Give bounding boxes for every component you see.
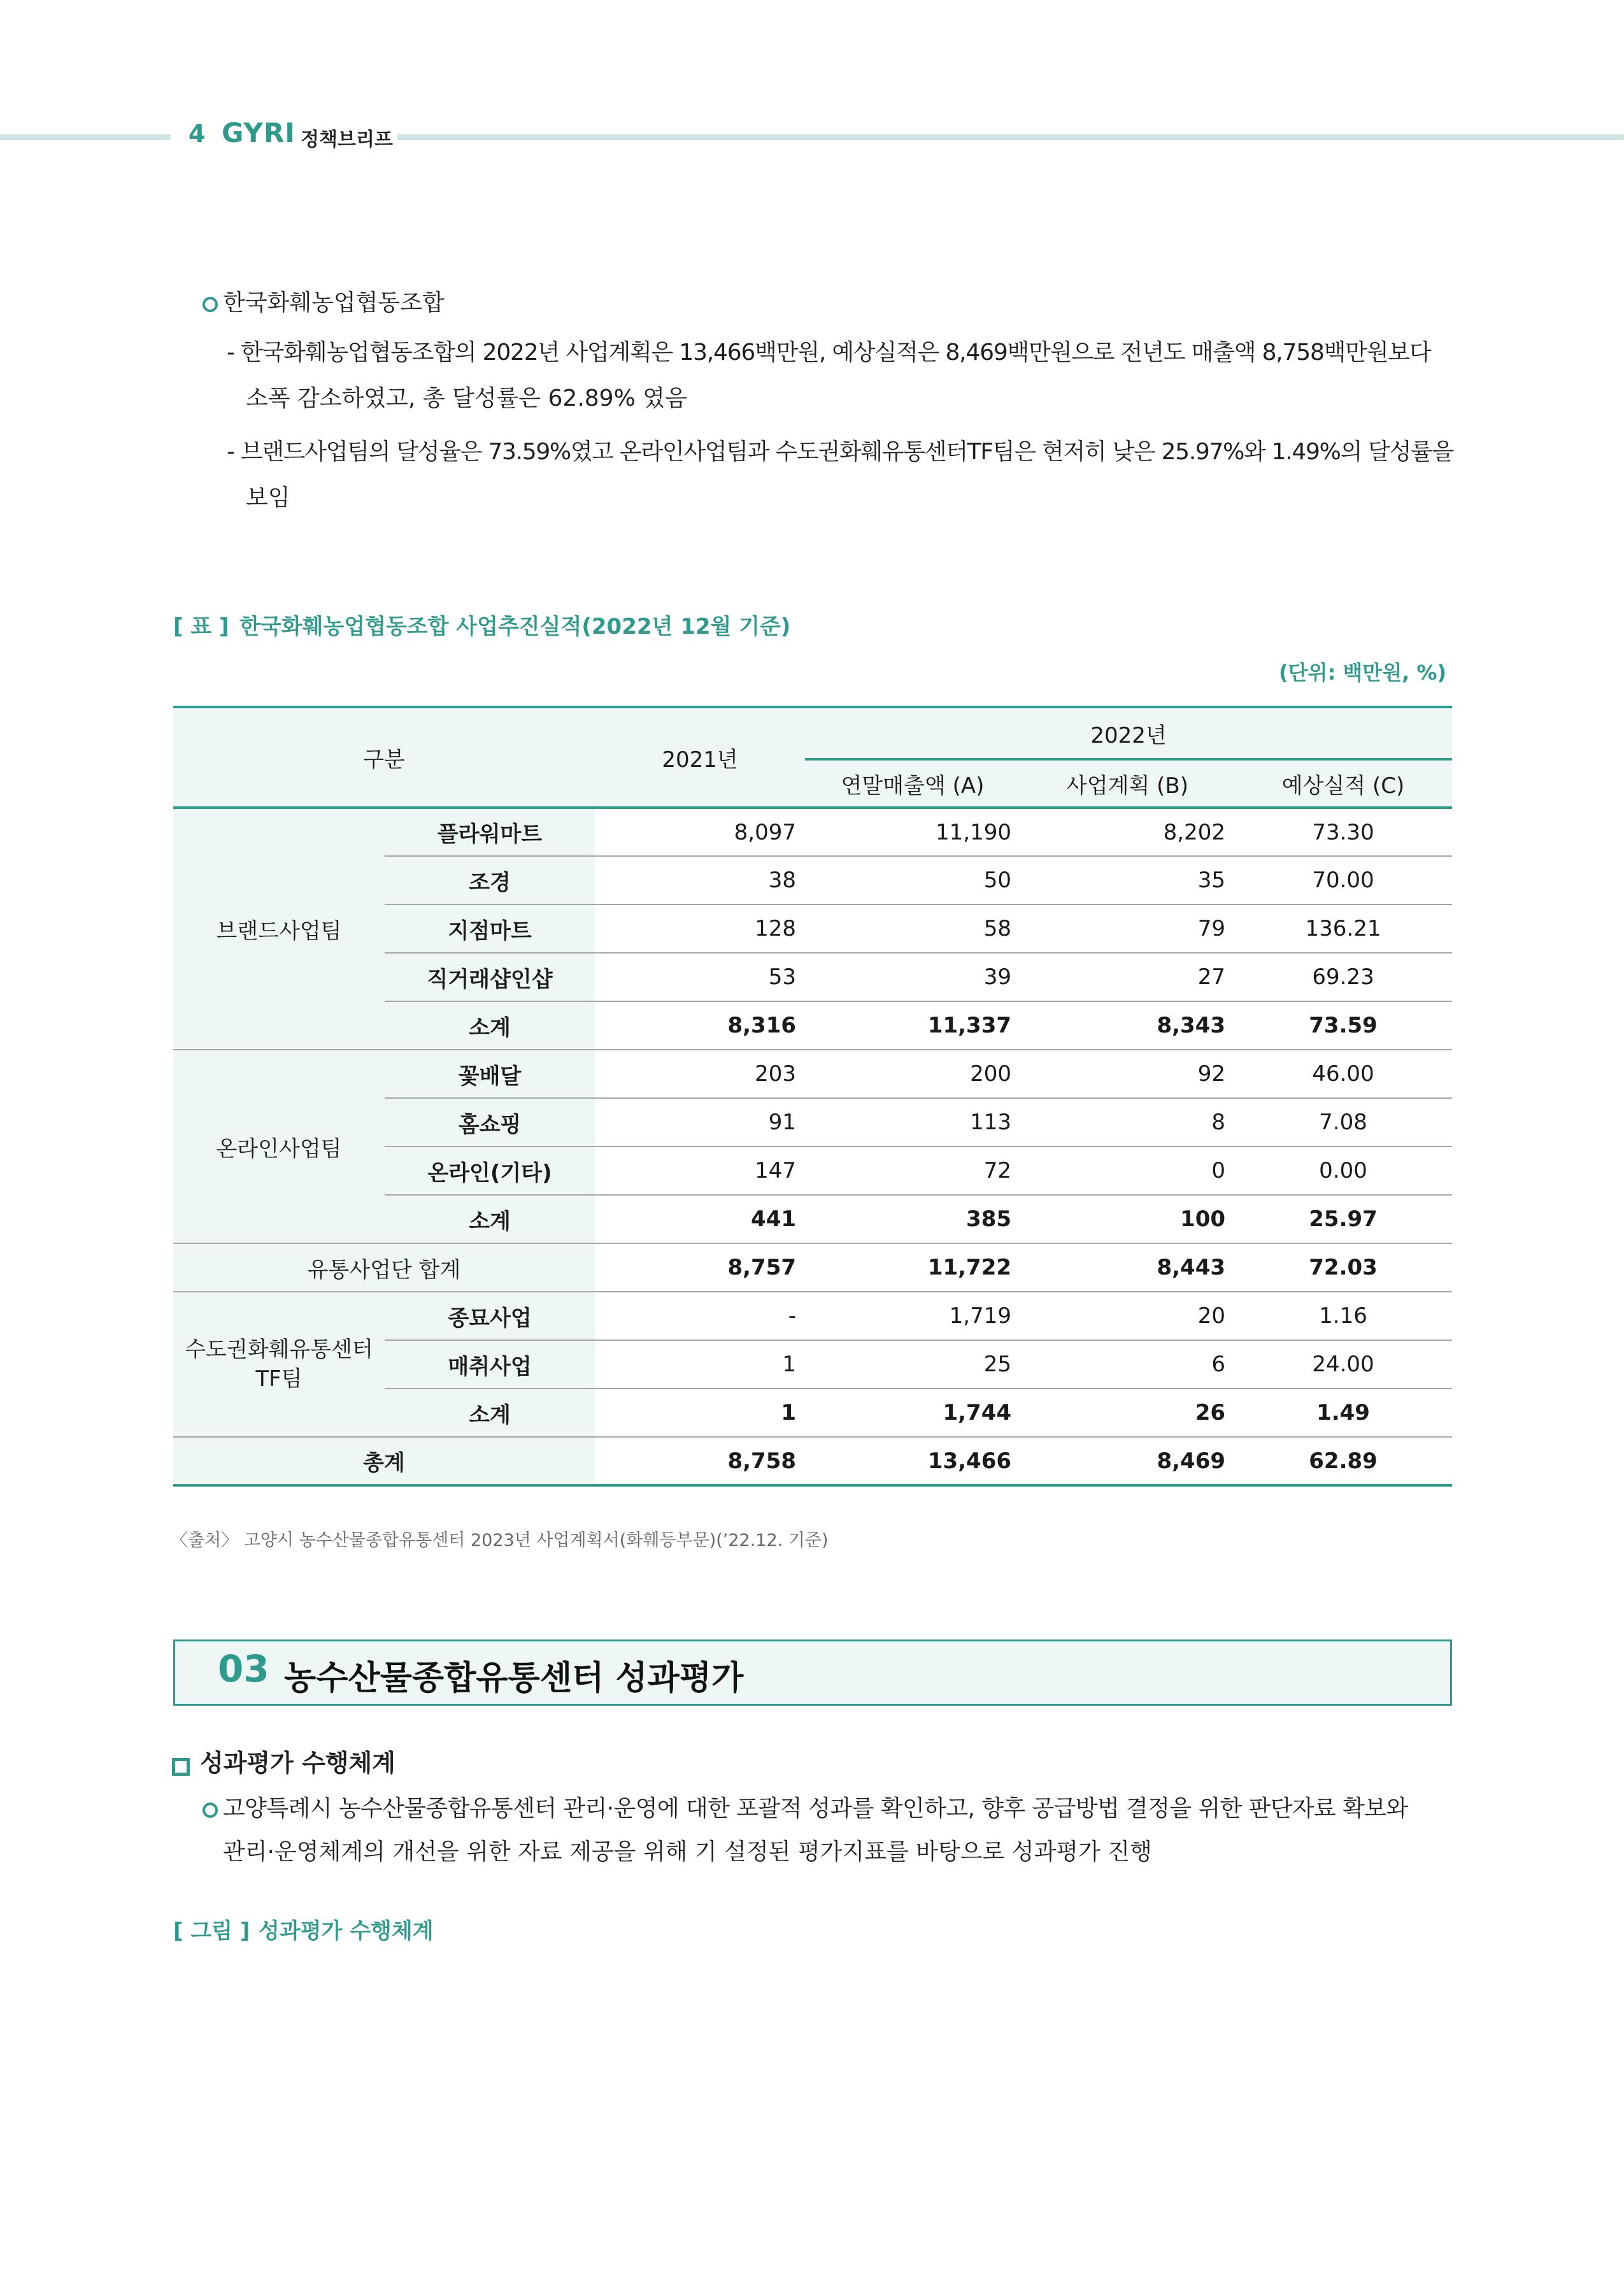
section03-bullet-line2: 관리·운영체계의 개선을 위한 자료 제공을 위해 기 설정된 평가지표를 바탕으로 성과평가 진행 [223,1839,1152,1865]
cell-2021: 8,757 [595,1243,805,1292]
cell-expected: 1.49 [1234,1389,1452,1437]
cell-expected: 25.97 [1234,1195,1452,1243]
row-name: 플라워마트 [385,808,595,856]
row-name: 홈쇼핑 [385,1098,595,1146]
header-expected: 예상실적 (C) [1234,759,1452,808]
cell-sales: 11,190 [805,808,1020,856]
cell-plan: 92 [1020,1050,1234,1098]
cell-sales: 200 [805,1050,1020,1098]
section-title: 농수산물종합유통센터 성과평가 [284,1659,744,1697]
table-source: 〈출처〉 고양시 농수산물종합유통센터 2023년 사업계획서(화훼등부문)(’22.12. 기준) [171,1531,829,1550]
cell-2021: 203 [595,1050,805,1098]
cell-expected: 24.00 [1234,1340,1452,1389]
group-metro-line1: 수도권화훼유통센터 [185,1337,373,1362]
cell-expected: 73.59 [1234,1001,1452,1050]
cell-plan: 8,443 [1020,1243,1234,1292]
cell-plan: 35 [1020,856,1234,904]
cell-2021: 128 [595,904,805,953]
intro-bullet2-line1: - 브랜드사업팀의 달성율은 73.59%였고 온라인사업팀과 수도권화훼유통센터TF팀은 현저히 낮은 25.97%와 1.49%의 달성률을 [227,439,1454,465]
intro-bullet1-line2: 소폭 감소하였고, 총 달성률은 62.89% 였음 [246,385,687,411]
row-name: 온라인(기타) [385,1146,595,1195]
cell-2021: 53 [595,953,805,1001]
cell-2021: 8,758 [595,1437,805,1485]
cell-2021: 38 [595,856,805,904]
header-2022: 2022년 [805,707,1452,759]
row-name: 직거래샵인샵 [385,953,595,1001]
cell-expected: 72.03 [1234,1243,1452,1292]
header-2021: 2021년 [595,707,805,808]
table-row [173,808,1452,856]
row-name: 지점마트 [385,904,595,953]
section-number: 03 [218,1647,269,1690]
group-online: 온라인사업팀 [173,1050,385,1243]
group-metro [173,1292,385,1437]
row-name: 소계 [385,1195,595,1243]
cell-2021: 8,316 [595,1001,805,1050]
table-row-grand-total [173,1437,1452,1485]
cell-expected: 136.21 [1234,904,1452,953]
cell-sales: 50 [805,856,1020,904]
cell-expected: 46.00 [1234,1050,1452,1098]
cell-plan: 6 [1020,1340,1234,1389]
figure-label: [ 그림 ] [173,1918,250,1944]
cell-sales: 1,744 [805,1389,1020,1437]
cell-sales: 39 [805,953,1020,1001]
header-sales: 연말매출액 (A) [805,759,1020,808]
header-rule-right [397,134,1624,140]
group-grand-total: 총계 [173,1437,595,1485]
cell-sales: 11,722 [805,1243,1020,1292]
table-row-logistics-total [173,1243,1452,1292]
intro-bullet2-line2: 보임 [246,485,290,511]
row-name: 꽃배달 [385,1050,595,1098]
cell-plan: 79 [1020,904,1234,953]
cell-plan: 8,202 [1020,808,1234,856]
sub-heading: 성과평가 수행체계 [200,1749,395,1777]
page-number: 4 [189,120,206,148]
cell-2021: 8,097 [595,808,805,856]
cell-sales: 58 [805,904,1020,953]
cell-2021: 1 [595,1340,805,1389]
cell-expected: 69.23 [1234,953,1452,1001]
circle-bullet-icon [203,1803,218,1818]
group-logistics-total: 유통사업단 합계 [173,1243,595,1292]
table-caption: 한국화훼농업협동조합 사업추진실적(2022년 12월 기준) [239,614,791,639]
table-caption-label: [ 표 ] [173,614,229,639]
row-name: 소계 [385,1389,595,1437]
table-row [173,1292,1452,1340]
header-plan: 사업계획 (B) [1020,759,1234,808]
square-bullet-icon [172,1758,190,1776]
row-name: 매취사업 [385,1340,595,1389]
row-name: 조경 [385,856,595,904]
cell-sales: 25 [805,1340,1020,1389]
cell-plan: 27 [1020,953,1234,1001]
gyri-logo: GYRI [222,117,296,148]
cell-expected: 70.00 [1234,856,1452,904]
intro-heading: 한국화훼농업협동조합 [223,290,445,316]
figure-caption: 성과평가 수행체계 [259,1918,434,1944]
cell-sales: 72 [805,1146,1020,1195]
cell-2021: 91 [595,1098,805,1146]
cell-expected: 0.00 [1234,1146,1452,1195]
cell-expected: 1.16 [1234,1292,1452,1340]
cell-2021: 147 [595,1146,805,1195]
cell-expected: 62.89 [1234,1437,1452,1485]
intro-bullet1-line1: - 한국화훼농업협동조합의 2022년 사업계획은 13,466백만원, 예상실적은 8,469백만원으로 전년도 매출액 8,758백만원보다 [227,339,1431,366]
group-brand: 브랜드사업팀 [173,808,385,1050]
cell-2021: - [595,1292,805,1340]
cell-sales: 11,337 [805,1001,1020,1050]
table-unit: (단위: 백만원, %) [1279,661,1447,685]
cell-sales: 385 [805,1195,1020,1243]
circle-bullet-icon [203,297,218,312]
row-name: 종묘사업 [385,1292,595,1340]
cell-plan: 100 [1020,1195,1234,1243]
cell-sales: 1,719 [805,1292,1020,1340]
cell-2021: 1 [595,1389,805,1437]
cell-sales: 113 [805,1098,1020,1146]
cell-sales: 13,466 [805,1437,1020,1485]
group-metro-line2: TF팀 [255,1366,303,1392]
cell-plan: 0 [1020,1146,1234,1195]
cell-plan: 20 [1020,1292,1234,1340]
table-row [173,1050,1452,1098]
header-title: 정책브리프 [301,129,393,151]
performance-table [173,706,1452,1487]
header-category: 구분 [173,707,595,808]
cell-plan: 26 [1020,1389,1234,1437]
cell-plan: 8 [1020,1098,1234,1146]
row-name: 소계 [385,1001,595,1050]
cell-expected: 7.08 [1234,1098,1452,1146]
cell-plan: 8,343 [1020,1001,1234,1050]
cell-expected: 73.30 [1234,808,1452,856]
cell-plan: 8,469 [1020,1437,1234,1485]
section03-bullet-line1: 고양특례시 농수산물종합유통센터 관리·운영에 대한 포괄적 성과를 확인하고, 향후 공급방법 결정을 위한 판단자료 확보와 [223,1796,1408,1822]
cell-2021: 441 [595,1195,805,1243]
header-rule-left [0,134,171,140]
